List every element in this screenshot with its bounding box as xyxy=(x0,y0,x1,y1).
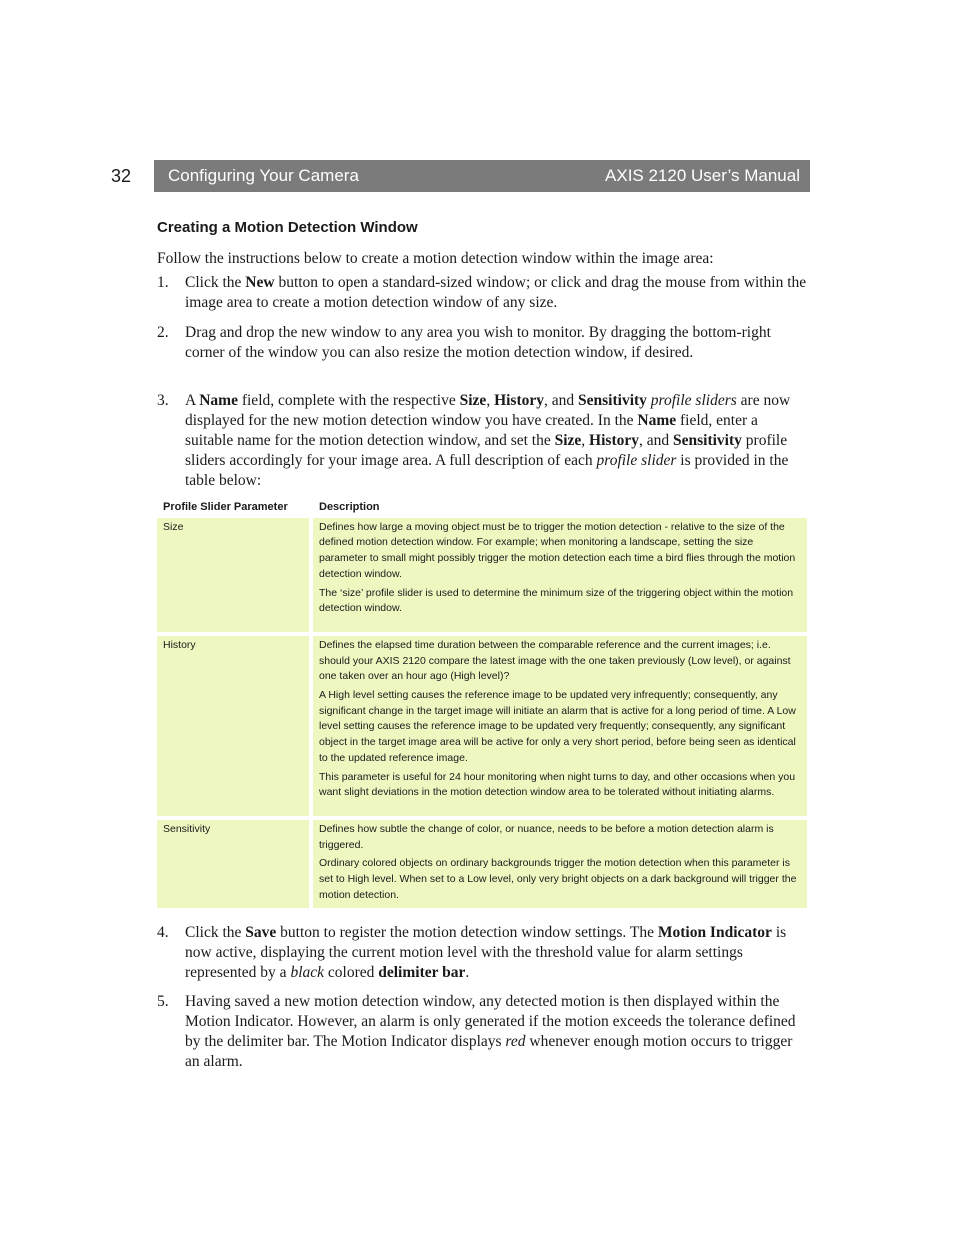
step-number: 4. xyxy=(157,924,169,941)
step-2 xyxy=(157,323,807,363)
step-4 xyxy=(157,923,807,983)
table-header-row xyxy=(157,499,807,518)
step-number: 3. xyxy=(157,392,169,409)
step-number: 1. xyxy=(157,274,169,291)
profile-slider-table xyxy=(157,499,807,908)
step-text: Having saved a new motion detection window, any detected motion is then displayed within the Motion Indicator. However, an alarm is only generated if the motion exceeds the tolerance defined by the delimiter bar. The Motion Indicator displays red whenever enough motion occurs to trigger an alarm. xyxy=(185,993,796,1070)
step-number: 2. xyxy=(157,324,169,341)
header-chapter-title: Configuring Your Camera xyxy=(168,166,359,185)
parameter-description: Defines the elapsed time duration between the comparable reference and the current images; i.e. should your AXIS 2120 compare the latest image with the one taken previously (Low level), or against one taken over an hour ago (High level)? A High level setting causes the reference image to be updated very infrequently; consequently, any significant change in the target image will initiate an alarm that is active for a long period of time. A Low level setting causes the reference image to be updated very frequently; consequently, any significant object in the target image area will be active for only a very short period, before being seen as identical to the updated reference image. This parameter is useful for 24 hour monitoring when night turns to day, and other occasions when you want slight deviations in the motion detection window area to be tolerated without initiating alarms. xyxy=(313,636,807,820)
parameter-name: Size xyxy=(157,518,313,636)
header-manual-title: AXIS 2120 User’s Manual xyxy=(605,166,800,185)
column-header-description: Description xyxy=(313,499,807,518)
new-button-label: New xyxy=(245,274,275,291)
intro-paragraph: Follow the instructions below to create a motion detection window within the image area: xyxy=(157,250,714,267)
running-header xyxy=(154,160,810,192)
parameter-name: Sensitivity xyxy=(157,820,313,909)
table-row xyxy=(157,518,807,636)
step-text: A Name field, complete with the respective Size, History, and Sensitivity profile sliders are now displayed for the new motion detection window you have created. In the Name field, enter a suitable name for the motion detection window, and set the Size, History, and Sensitivity profile sliders accordingly for your image area. A full description of each profile slider is provided in the table below: xyxy=(185,392,791,489)
step-1 xyxy=(157,273,807,313)
step-text: Click the Save button to register the motion detection window settings. The Motion Indicator is now active, displaying the current motion level with the threshold value for alarm settings represented by a black colored delimiter bar. xyxy=(185,924,787,981)
column-header-parameter: Profile Slider Parameter xyxy=(157,499,313,518)
step-text: Drag and drop the new window to any area you wish to monitor. By dragging the bottom-right corner of the window you can also resize the motion detection window, if desired. xyxy=(185,324,771,361)
step-3 xyxy=(157,391,807,491)
table-row xyxy=(157,820,807,909)
parameter-name: History xyxy=(157,636,313,820)
step-number: 5. xyxy=(157,993,169,1010)
parameter-description: Defines how subtle the change of color, or nuance, needs to be before a motion detection alarm is triggered. Ordinary colored objects on ordinary backgrounds trigger the motion detection when this parameter is set to High level. When set to a Low level, only very bright objects on a dark background will trigger the motion detection. xyxy=(313,820,807,909)
table-row xyxy=(157,636,807,820)
page-number: 32 xyxy=(111,166,132,186)
step-text: Click the New button to open a standard-sized window; or click and drag the mouse from within the image area to create a motion detection window of any size. xyxy=(185,274,807,311)
parameter-description: Defines how large a moving object must be to trigger the motion detection - relative to the size of the defined motion detection window. For example; when monitoring a landscape, setting the size parameter to small might possibly trigger the motion detection each time a bird flies through the motion detection window. The ‘size’ profile slider is used to determine the minimum size of the triggering object within the motion detection window. xyxy=(313,518,807,636)
step-5 xyxy=(157,992,807,1072)
section-title: Creating a Motion Detection Window xyxy=(157,219,418,236)
